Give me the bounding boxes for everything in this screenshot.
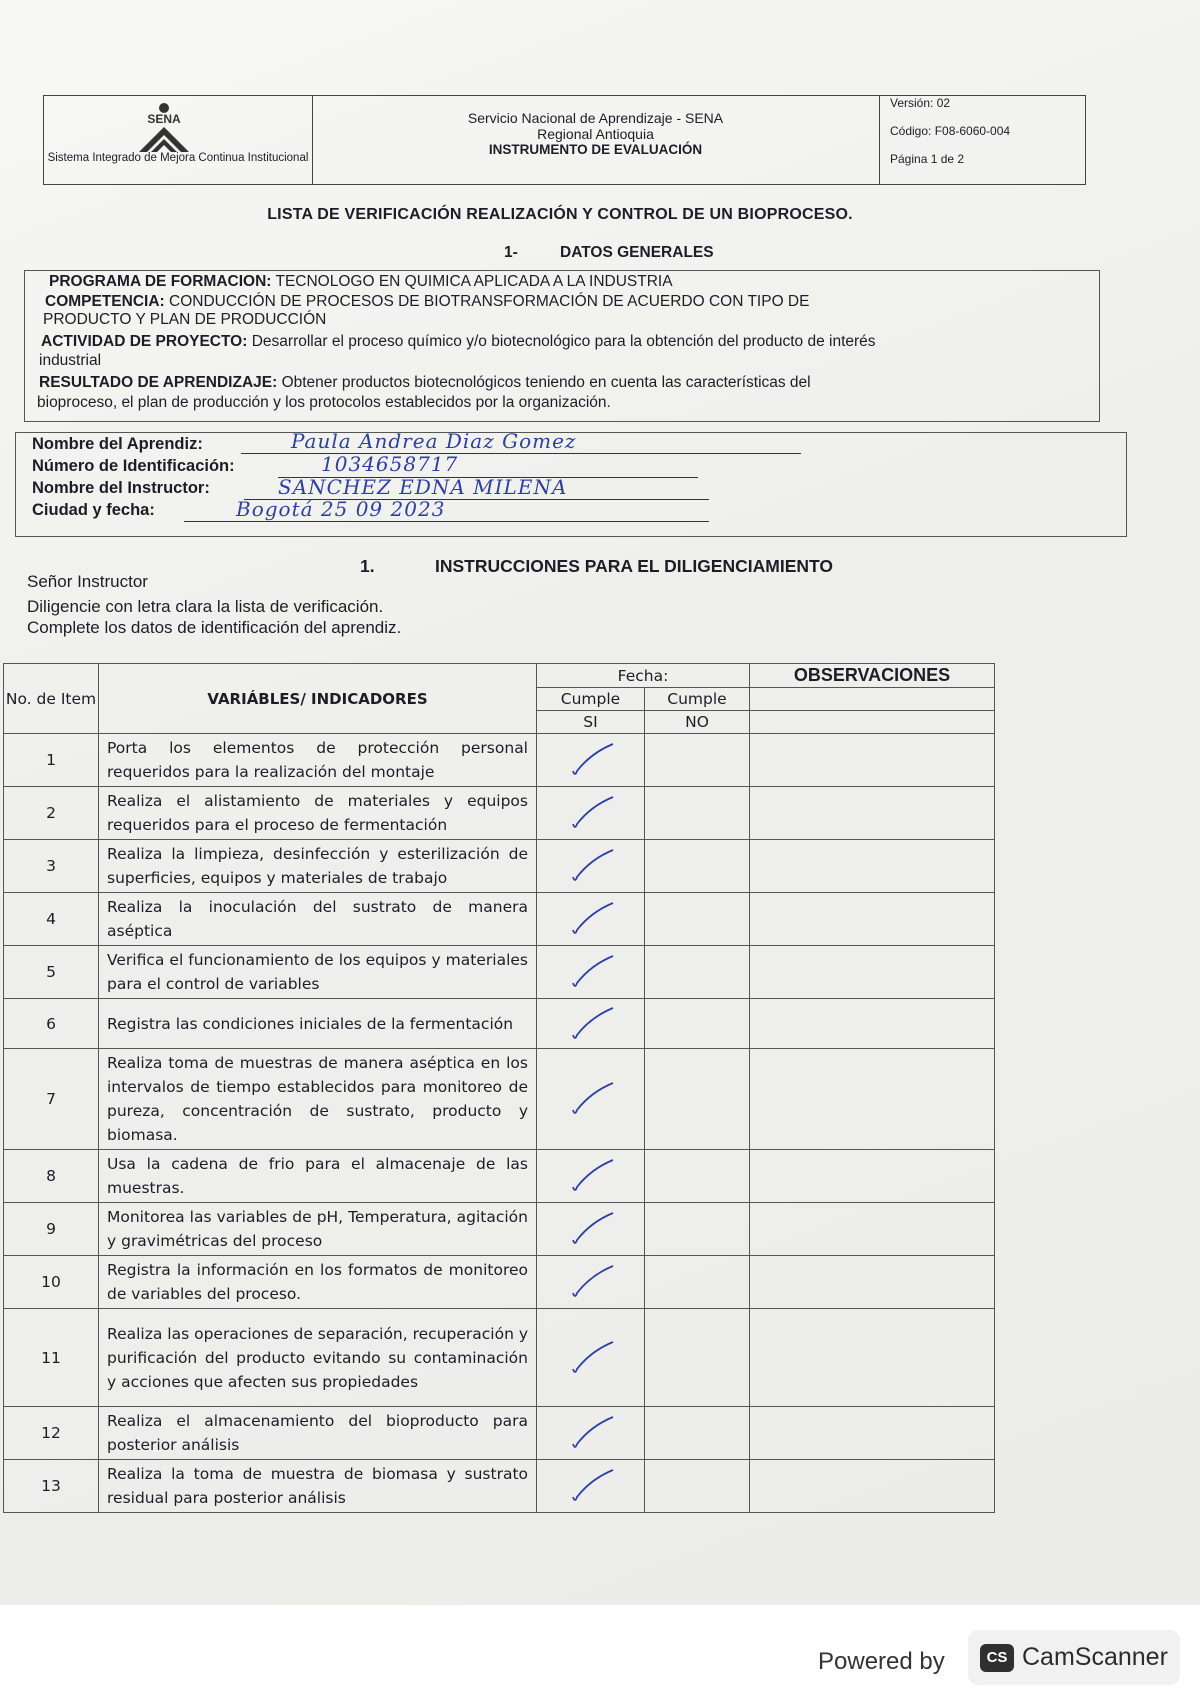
ciudad-fecha-label: Ciudad y fecha: bbox=[32, 501, 155, 519]
cumple-no-cell bbox=[645, 1256, 750, 1309]
item-indicator: Realiza la inoculación del sustrato de manera aséptica bbox=[99, 893, 537, 946]
col-observaciones: OBSERVACIONES bbox=[750, 664, 995, 688]
table-row bbox=[4, 946, 995, 999]
competencia-value: CONDUCCIÓN DE PROCESOS DE BIOTRANSFORMACIÓN DE ACUERDO CON TIPO DE bbox=[169, 293, 810, 310]
table-row bbox=[4, 1049, 995, 1150]
cumple-si-cell bbox=[537, 1460, 645, 1513]
section-number: 1- bbox=[504, 244, 518, 261]
resultado-value: Obtener productos biotecnológicos teniendo en cuenta las características del bbox=[281, 374, 811, 391]
actividad-label: ACTIVIDAD DE PROYECTO: bbox=[41, 333, 248, 350]
observaciones-cell bbox=[750, 840, 995, 893]
table-row bbox=[4, 840, 995, 893]
item-indicator: Registra la información en los formatos de monitoreo de variables del proceso. bbox=[99, 1256, 537, 1309]
item-indicator: Realiza el almacenamiento del bioproducto para posterior análisis bbox=[99, 1407, 537, 1460]
version: Versión: 02 bbox=[890, 96, 951, 110]
checkmark-icon bbox=[561, 1339, 621, 1377]
item-indicator: Realiza la limpieza, desinfección y esterilización de superficies, equipos y materiales de trabajo bbox=[99, 840, 537, 893]
sistema-label: Sistema Integrado de Mejora Continua Institucional bbox=[47, 152, 309, 164]
instructor-value: SANCHEZ EDNA MILENA bbox=[278, 475, 568, 499]
checkmark-icon bbox=[561, 1005, 621, 1043]
item-indicator: Monitorea las variables de pH, Temperatura, agitación y gravimétricas del proceso bbox=[99, 1203, 537, 1256]
checkmark-icon bbox=[561, 741, 621, 779]
identificacion-value: 1034658717 bbox=[321, 452, 459, 476]
observaciones-cell bbox=[750, 1256, 995, 1309]
codigo: Código: F08-6060-004 bbox=[890, 124, 1011, 138]
checkmark-icon bbox=[561, 1210, 621, 1248]
cumple-si-cell bbox=[537, 999, 645, 1049]
meta-cell bbox=[879, 96, 1086, 184]
item-indicator: Realiza las operaciones de separación, recuperación y purificación del producto evitando su contaminación y acciones que afecten sus propiedades bbox=[99, 1309, 537, 1407]
item-number: 13 bbox=[4, 1460, 99, 1513]
cumple-no-cell bbox=[645, 787, 750, 840]
observaciones-cell bbox=[750, 999, 995, 1049]
cumple-si-cell bbox=[537, 1256, 645, 1309]
item-indicator: Usa la cadena de frio para el almacenaje de las muestras. bbox=[99, 1150, 537, 1203]
institution-block bbox=[312, 110, 879, 158]
item-number: 12 bbox=[4, 1407, 99, 1460]
cumple-no-cell bbox=[645, 734, 750, 787]
cumple-si-cell bbox=[537, 893, 645, 946]
obs-subheader-2 bbox=[750, 711, 995, 734]
camscanner-logo bbox=[968, 1630, 1180, 1685]
document-header bbox=[43, 95, 1086, 185]
cumple-no-cell bbox=[645, 840, 750, 893]
cumple-no-cell bbox=[645, 1150, 750, 1203]
item-number: 4 bbox=[4, 893, 99, 946]
regional: Regional Antioquia bbox=[537, 126, 654, 142]
item-indicator: Registra las condiciones iniciales de la fermentación bbox=[99, 999, 537, 1049]
checkmark-icon bbox=[561, 900, 621, 938]
observaciones-cell bbox=[750, 893, 995, 946]
logo-cell bbox=[44, 96, 313, 184]
cumple-si-cell bbox=[537, 1203, 645, 1256]
cumple-no-cell bbox=[645, 999, 750, 1049]
scanner-footer bbox=[0, 1605, 1200, 1698]
actividad-value-cont: industrial bbox=[39, 352, 102, 369]
item-number: 5 bbox=[4, 946, 99, 999]
sena-logo bbox=[129, 102, 199, 154]
item-number: 3 bbox=[4, 840, 99, 893]
item-number: 6 bbox=[4, 999, 99, 1049]
observaciones-cell bbox=[750, 946, 995, 999]
checkmark-icon bbox=[561, 1080, 621, 1118]
cumple-no-cell bbox=[645, 1049, 750, 1150]
observaciones-cell bbox=[750, 1049, 995, 1150]
col-cumple-si: Cumple bbox=[537, 688, 645, 711]
table-row bbox=[4, 893, 995, 946]
table-row bbox=[4, 1309, 995, 1407]
instrucciones-line-2: Diligencie con letra clara la lista de verificación. bbox=[27, 597, 384, 616]
cumple-si-cell bbox=[537, 946, 645, 999]
item-number: 11 bbox=[4, 1309, 99, 1407]
col-no: NO bbox=[645, 711, 750, 734]
checkmark-icon bbox=[561, 1414, 621, 1452]
competencia-label: COMPETENCIA: bbox=[45, 293, 165, 310]
nombre-aprendiz-value: Paula Andrea Diaz Gomez bbox=[291, 429, 577, 453]
institution-name: Servicio Nacional de Aprendizaje - SENA bbox=[467, 110, 724, 126]
checkmark-icon bbox=[561, 794, 621, 832]
observaciones-cell bbox=[750, 1309, 995, 1407]
checkmark-icon bbox=[561, 847, 621, 885]
nombre-aprendiz-label: Nombre del Aprendiz: bbox=[32, 435, 203, 453]
aprendiz-box bbox=[15, 429, 1127, 537]
checkmark-icon bbox=[561, 1157, 621, 1195]
instructor-label: Nombre del Instructor: bbox=[32, 479, 210, 497]
col-variables: VARIÁBLES/ INDICADORES bbox=[99, 664, 537, 734]
datos-generales-box bbox=[24, 270, 1100, 422]
instrucciones-number: 1. bbox=[360, 556, 375, 576]
instrucciones-heading: INSTRUCCIONES PARA EL DILIGENCIAMIENTO bbox=[435, 556, 833, 576]
checklist-table bbox=[3, 663, 995, 1513]
cumple-no-cell bbox=[645, 893, 750, 946]
camscanner-brand: CamScanner bbox=[1022, 1643, 1168, 1671]
instrucciones-line-1: Señor Instructor bbox=[27, 572, 148, 591]
cumple-si-cell bbox=[537, 734, 645, 787]
item-indicator: Realiza la toma de muestra de biomasa y sustrato residual para posterior análisis bbox=[99, 1460, 537, 1513]
svg-text:SENA: SENA bbox=[147, 112, 181, 126]
observaciones-cell bbox=[750, 787, 995, 840]
cs-badge-icon: CS bbox=[980, 1644, 1014, 1672]
cumple-no-cell bbox=[645, 946, 750, 999]
page-title: LISTA DE VERIFICACIÓN REALIZACIÓN Y CONTROL DE UN BIOPROCESO. bbox=[267, 206, 853, 223]
observaciones-cell bbox=[750, 1460, 995, 1513]
cumple-si-cell bbox=[537, 840, 645, 893]
pagina: Página 1 de 2 bbox=[890, 152, 965, 166]
item-number: 9 bbox=[4, 1203, 99, 1256]
identificacion-label: Número de Identificación: bbox=[32, 457, 235, 475]
obs-subheader bbox=[750, 688, 995, 711]
observaciones-cell bbox=[750, 734, 995, 787]
cumple-si-cell bbox=[537, 1049, 645, 1150]
instrucciones-line-3: Complete los datos de identificación del aprendiz. bbox=[27, 618, 402, 637]
item-number: 1 bbox=[4, 734, 99, 787]
checkmark-icon bbox=[561, 1467, 621, 1505]
resultado-label: RESULTADO DE APRENDIZAJE: bbox=[39, 374, 278, 391]
item-indicator: Verifica el funcionamiento de los equipos y materiales para el control de variables bbox=[99, 946, 537, 999]
checkmark-icon bbox=[561, 1263, 621, 1301]
item-number: 2 bbox=[4, 787, 99, 840]
item-indicator: Realiza el alistamiento de materiales y equipos requeridos para el proceso de fermentación bbox=[99, 787, 537, 840]
cumple-si-cell bbox=[537, 787, 645, 840]
observaciones-cell bbox=[750, 1203, 995, 1256]
cumple-no-cell bbox=[645, 1309, 750, 1407]
table-row bbox=[4, 734, 995, 787]
cumple-si-cell bbox=[537, 1150, 645, 1203]
item-indicator: Porta los elementos de protección personal requeridos para la realización del montaje bbox=[99, 734, 537, 787]
cumple-no-cell bbox=[645, 1407, 750, 1460]
programa-value: TECNOLOGO EN QUIMICA APLICADA A LA INDUSTRIA bbox=[275, 273, 673, 290]
table-row bbox=[4, 1256, 995, 1309]
item-number: 7 bbox=[4, 1049, 99, 1150]
checkmark-icon bbox=[561, 953, 621, 991]
powered-by: Powered by bbox=[818, 1648, 945, 1675]
item-number: 8 bbox=[4, 1150, 99, 1203]
col-no-item: No. de Item bbox=[4, 664, 99, 734]
cumple-no-cell bbox=[645, 1203, 750, 1256]
table-row bbox=[4, 1203, 995, 1256]
cumple-si-cell bbox=[537, 1309, 645, 1407]
col-si: SI bbox=[537, 711, 645, 734]
table-row bbox=[4, 1150, 995, 1203]
section-heading: DATOS GENERALES bbox=[560, 244, 714, 261]
item-number: 10 bbox=[4, 1256, 99, 1309]
competencia-value-cont: PRODUCTO Y PLAN DE PRODUCCIÓN bbox=[43, 311, 327, 328]
observaciones-cell bbox=[750, 1407, 995, 1460]
ciudad-fecha-line bbox=[184, 521, 709, 522]
table-row bbox=[4, 1407, 995, 1460]
table-row bbox=[4, 999, 995, 1049]
cumple-no-cell bbox=[645, 1460, 750, 1513]
table-row bbox=[4, 787, 995, 840]
item-indicator: Realiza toma de muestras de manera aséptica en los intervalos de tiempo establecidos para monitoreo de pureza, concentración de sustrato, producto y biomasa. bbox=[99, 1049, 537, 1150]
instrument-title: INSTRUMENTO DE EVALUACIÓN bbox=[488, 142, 703, 157]
observaciones-cell bbox=[750, 1150, 995, 1203]
programa-label: PROGRAMA DE FORMACION: bbox=[49, 273, 272, 290]
actividad-value: Desarrollar el proceso químico y/o biotecnológico para la obtención del producto de interés bbox=[251, 333, 876, 350]
ciudad-fecha-value: Bogotá 25 09 2023 bbox=[236, 497, 446, 521]
table-row bbox=[4, 1460, 995, 1513]
col-fecha: Fecha: bbox=[537, 664, 750, 688]
resultado-value-cont: bioproceso, el plan de producción y los protocolos establecidos por la organización. bbox=[37, 394, 611, 411]
col-cumple-no: Cumple bbox=[645, 688, 750, 711]
cumple-si-cell bbox=[537, 1407, 645, 1460]
